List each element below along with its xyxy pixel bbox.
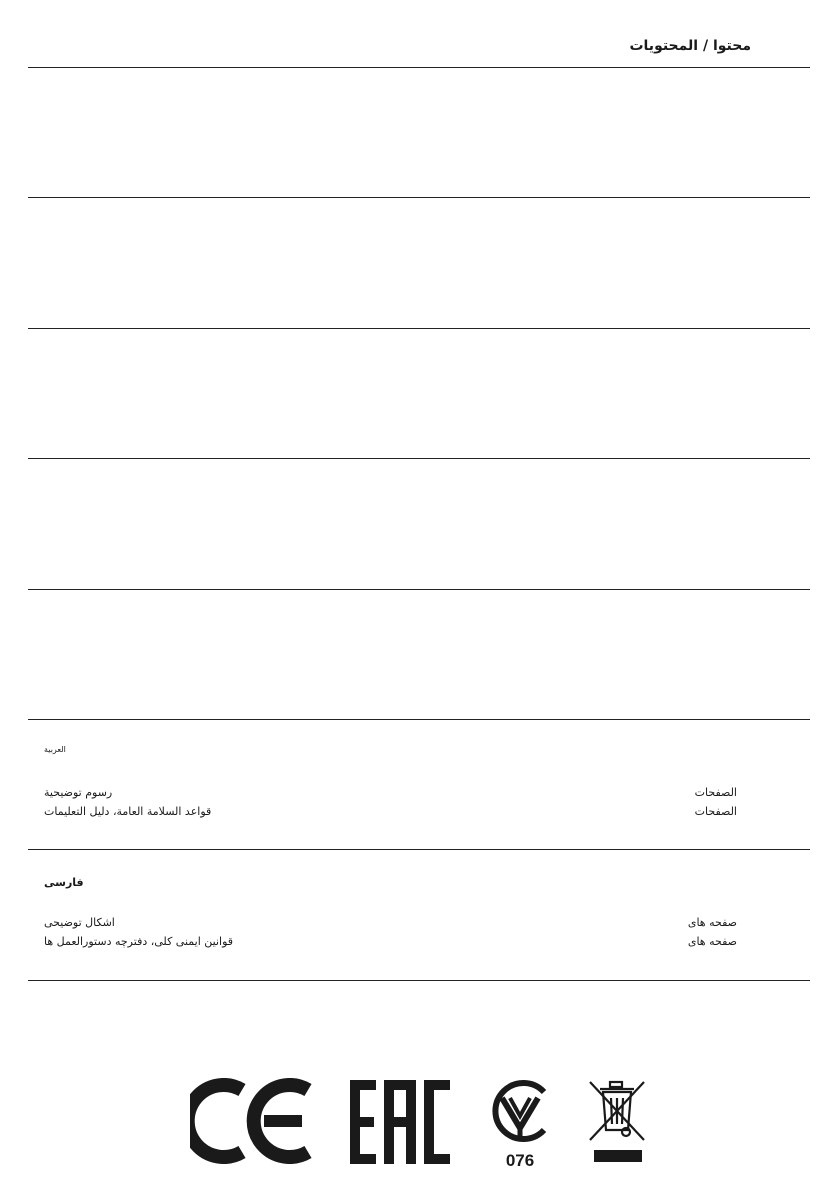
- divider: [28, 589, 810, 590]
- entry-pages: الصفحات: [694, 805, 737, 818]
- divider: [28, 849, 810, 850]
- ce-mark-icon: [190, 1078, 312, 1164]
- entry-title: رسوم توضيحية: [44, 786, 113, 799]
- weee-bin-icon: [586, 1078, 648, 1166]
- entry-title: قواعد السلامة العامة، دليل التعليمات: [44, 805, 212, 818]
- divider: [28, 67, 810, 68]
- entry-pages: الصفحات: [694, 786, 737, 799]
- ua-conformity-mark-icon: [488, 1078, 552, 1168]
- page-title: محتوا / المحتويات: [629, 38, 751, 54]
- language-heading: فارسی: [44, 876, 84, 889]
- entry-title: قوانین ایمنی کلی، دفترچه دستورالعمل ها: [44, 935, 234, 948]
- certification-marks: [190, 1076, 650, 1168]
- divider: [28, 328, 810, 329]
- ua-mark-code: 076: [505, 1151, 535, 1168]
- entry-title: اشکال توضیحی: [44, 916, 115, 929]
- divider: [28, 719, 810, 720]
- divider: [28, 197, 810, 198]
- entry-pages: صفحه های: [687, 935, 737, 948]
- eac-mark-icon: [350, 1080, 452, 1164]
- language-heading: العربية: [44, 745, 66, 754]
- divider: [28, 980, 810, 981]
- entry-pages: صفحه های: [687, 916, 737, 929]
- divider: [28, 458, 810, 459]
